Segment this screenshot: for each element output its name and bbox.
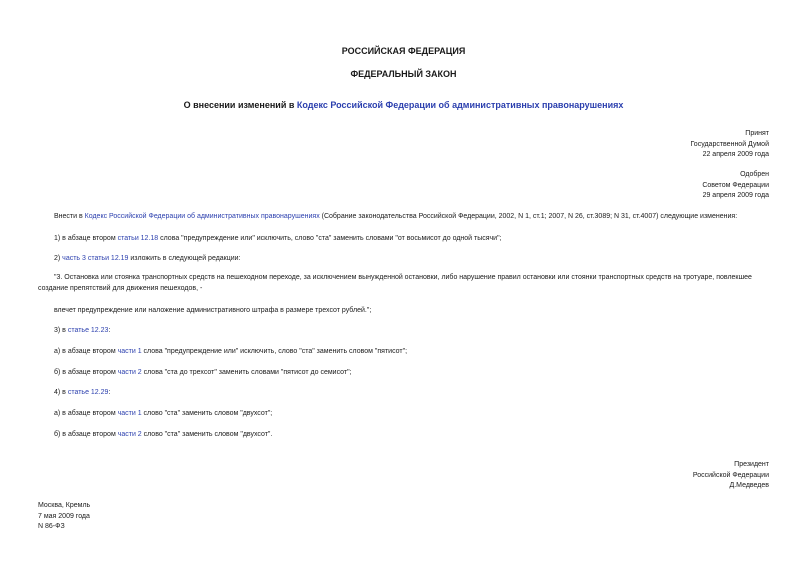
article-12-23-link[interactable]: статье 12.23 bbox=[67, 327, 109, 334]
article-12-29-part-1-link[interactable]: части 1 bbox=[117, 410, 142, 417]
approved-block bbox=[702, 170, 769, 202]
quoted-paragraph-2: влечет предупреждение или наложение административного штрафа в размере трехсот рублей."; bbox=[54, 307, 372, 314]
item-3a-prefix: а) в абзаце втором bbox=[54, 348, 118, 355]
adopted-date: 22 апреля 2009 года bbox=[702, 151, 769, 158]
item-1-prefix: 1) в абзаце втором bbox=[54, 235, 118, 242]
article-12-23-part-1-link[interactable]: части 1 bbox=[117, 348, 142, 355]
adopted-block bbox=[690, 129, 769, 161]
article-12-19-part-3-link[interactable]: часть 3 статьи 12.19 bbox=[62, 255, 129, 262]
item-4 bbox=[54, 387, 110, 398]
item-4-suffix: : bbox=[108, 389, 111, 396]
intro-prefix: Внести в bbox=[54, 213, 85, 220]
signature-body: Российской Федерации bbox=[692, 471, 769, 479]
title-prefix: О внесении изменений в bbox=[183, 100, 297, 110]
item-2-prefix: 2) bbox=[54, 255, 63, 262]
article-12-23-part-2-link[interactable]: части 2 bbox=[117, 369, 142, 376]
country-heading: РОССИЙСКАЯ ФЕДЕРАЦИЯ bbox=[341, 46, 466, 56]
item-3a bbox=[54, 346, 407, 357]
item-2 bbox=[54, 253, 241, 264]
intro-codex-link[interactable]: Кодекс Российской Федерации об административных правонарушениях bbox=[84, 213, 320, 220]
approved-date: 29 апреля 2009 года bbox=[702, 192, 769, 199]
article-12-18-link[interactable]: статьи 12.18 bbox=[117, 235, 159, 242]
place-city: Москва, Кремль bbox=[38, 502, 91, 509]
signature-block bbox=[693, 460, 769, 492]
article-12-29-link[interactable]: статье 12.29 bbox=[67, 389, 109, 396]
document-type-heading: ФЕДЕРАЛЬНЫЙ ЗАКОН bbox=[350, 69, 457, 79]
adopted-body: Государственной Думой bbox=[690, 140, 769, 148]
item-1-suffix: слова "предупреждение или" исключить, слово "ста" заменить словами "от восьмисот до одной тысячи"; bbox=[158, 235, 502, 242]
item-4b-prefix: б) в абзаце втором bbox=[54, 431, 118, 438]
document-title bbox=[0, 100, 807, 110]
item-1 bbox=[54, 233, 502, 244]
item-3b-suffix: слова "ста до трехсот" заменить словами "пятисот до семисот"; bbox=[141, 369, 352, 376]
intro-suffix: (Собрание законодательства Российской Федерации, 2002, N 1, ст.1; 2007, N 26, ст.3089; N 31, ст.4007) следующие изменения: bbox=[319, 213, 738, 220]
item-3-suffix: : bbox=[108, 327, 111, 334]
item-4b-suffix: слово "ста" заменить словом "двухсот". bbox=[141, 431, 273, 438]
item-4a-suffix: слово "ста" заменить словом "двухсот"; bbox=[141, 410, 273, 417]
item-3-prefix: 3) в bbox=[54, 327, 68, 334]
item-4b bbox=[54, 429, 272, 440]
law-date: 7 мая 2009 года bbox=[38, 512, 90, 520]
item-3b bbox=[54, 367, 352, 378]
item-4a-prefix: а) в абзаце втором bbox=[54, 410, 118, 417]
approved-body: Советом Федерации bbox=[702, 181, 769, 189]
item-3a-suffix: слова "предупреждение или" исключить, слово "ста" заменить словом "пятисот"; bbox=[141, 348, 408, 355]
approved-label: Одобрен bbox=[740, 171, 769, 178]
quoted-paragraph-1: "3. Остановка или стоянка транспортных средств на пешеходном переходе, за исключением вынужденной остановки, либо нарушение правил остановки или стоянки транспортных средств на тротуаре, повлекшее создание препятствий для движения пешеходов, - bbox=[38, 274, 752, 292]
signature-name: Д.Медведев bbox=[729, 482, 769, 489]
place-date-block bbox=[38, 501, 90, 533]
item-2-suffix: изложить в следующей редакции: bbox=[128, 255, 241, 262]
article-12-29-part-2-link[interactable]: части 2 bbox=[117, 431, 142, 438]
codex-title-link[interactable]: Кодекс Российской Федерации об административных правонарушениях bbox=[296, 100, 624, 110]
law-number: N 86-ФЗ bbox=[38, 523, 65, 530]
signature-title: Президент bbox=[734, 461, 769, 468]
intro-paragraph bbox=[54, 211, 737, 222]
item-4a bbox=[54, 408, 272, 419]
item-4-prefix: 4) в bbox=[54, 389, 68, 396]
item-3 bbox=[54, 325, 110, 336]
item-3b-prefix: б) в абзаце втором bbox=[54, 369, 118, 376]
adopted-label: Принят bbox=[745, 130, 769, 137]
